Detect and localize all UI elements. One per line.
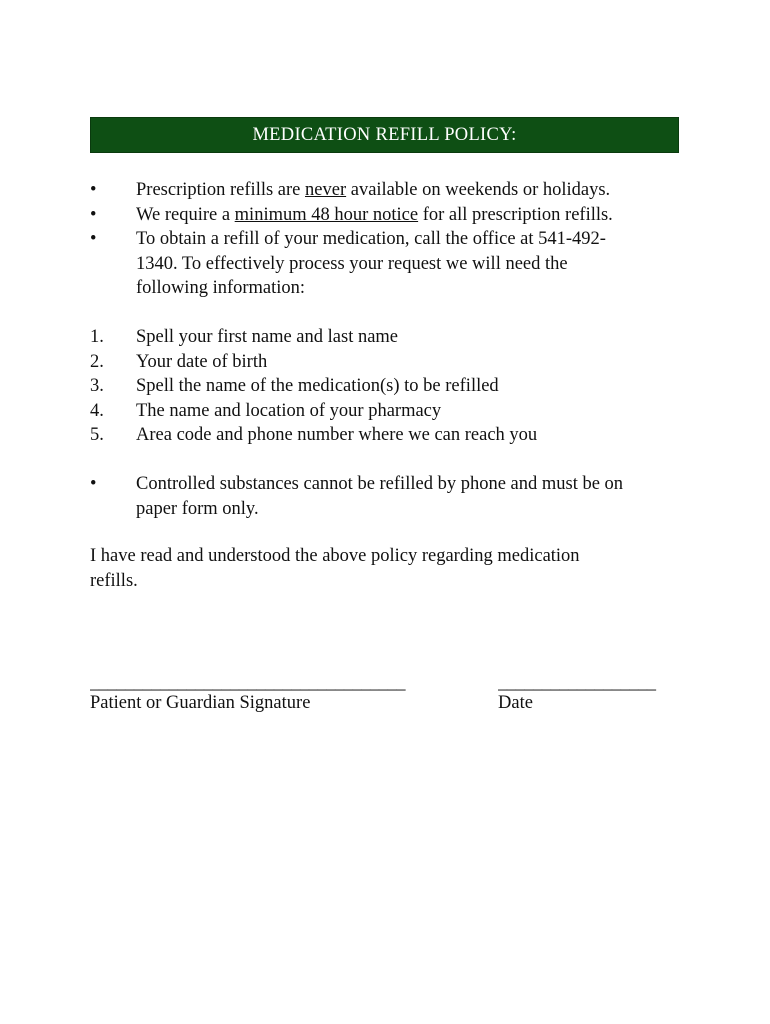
list-number: 3.: [90, 376, 104, 396]
date-signature-line[interactable]: __________________: [498, 673, 656, 693]
acknowledgement-statement: [90, 544, 650, 593]
bullet-text-line: Controlled substances cannot be refilled by phone and must be on: [136, 474, 624, 494]
bullet-text-pre: Prescription refills are: [136, 180, 306, 200]
bullet-item-call-office: [90, 227, 690, 301]
policy-title: MEDICATION REFILL POLICY:: [252, 125, 517, 145]
bullet-item-notice: [90, 203, 690, 228]
bullet-item-weekends: [90, 178, 690, 203]
controlled-substances-note: [90, 472, 690, 521]
list-item: [90, 399, 690, 424]
list-item: [90, 350, 690, 375]
bullet-marker: •: [90, 474, 97, 494]
bullet-marker: •: [90, 229, 97, 249]
list-number: 4.: [90, 400, 104, 421]
acknowledgement-line: refills.: [90, 570, 138, 591]
bullet-text-post: for all prescription refills.: [418, 204, 613, 225]
list-item: [90, 423, 690, 448]
policy-bullet-list: [90, 178, 690, 301]
bullet-text-emphasis: minimum 48 hour notice: [234, 204, 419, 225]
list-number: 1.: [90, 327, 104, 347]
list-item-text: Your date of birth: [136, 351, 268, 372]
bullet-marker: •: [90, 180, 97, 200]
bullet-marker: •: [90, 204, 97, 225]
patient-signature-line[interactable]: ____________________________________: [90, 673, 405, 693]
bullet-text-line: To obtain a refill of your medication, call the office at 541-492-: [136, 229, 606, 249]
acknowledgement-line: I have read and understood the above policy regarding medication: [90, 546, 580, 566]
list-item: [90, 374, 690, 399]
bullet-text-emphasis: never: [305, 180, 347, 200]
date-label: Date: [498, 693, 533, 713]
list-item-text: The name and location of your pharmacy: [136, 400, 442, 421]
bullet-item-controlled: [90, 472, 690, 521]
patient-signature-label: Patient or Guardian Signature: [90, 693, 311, 713]
list-item-text: Spell the name of the medication(s) to be refilled: [136, 376, 499, 396]
list-item-text: Area code and phone number where we can reach you: [136, 425, 538, 445]
list-number: 5.: [90, 425, 104, 445]
list-item-text: Spell your first name and last name: [136, 327, 399, 347]
bullet-text-post: available on weekends or holidays.: [346, 180, 611, 200]
bullet-text-line: paper form only.: [136, 498, 259, 519]
policy-title-bar: [90, 117, 679, 153]
bullet-text-line: 1340. To effectively process your request we will need the: [136, 253, 568, 274]
required-info-list: [90, 325, 690, 448]
list-item: [90, 325, 690, 350]
bullet-text-pre: We require a: [136, 204, 235, 225]
list-number: 2.: [90, 351, 104, 372]
bullet-text-line: following information:: [136, 278, 306, 298]
